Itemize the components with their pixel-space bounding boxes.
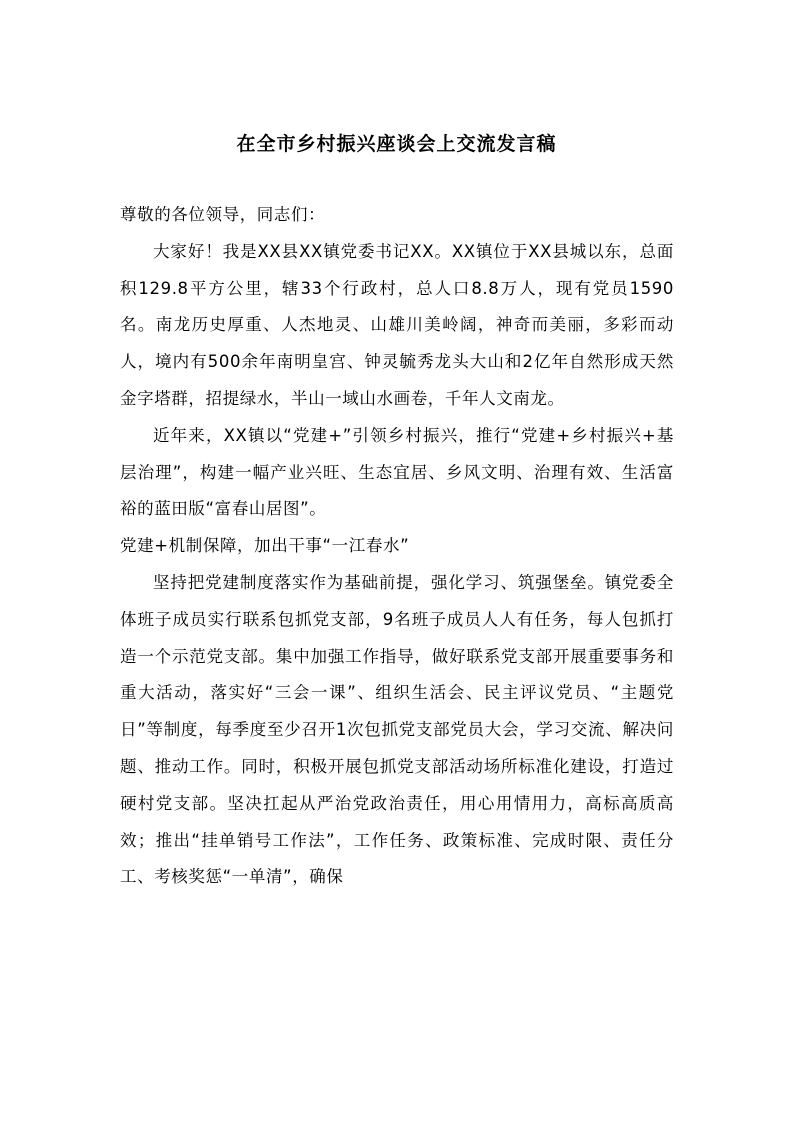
document-body: [120, 197, 674, 896]
section-heading: 党建+机制保障，加出干事“一江春水”: [120, 536, 410, 556]
paragraph-overview: 近年来，XX镇以“党建+”引领乡村振兴，推行“党建+乡村振兴+基层治理”，构建一幅产业兴旺、生态宜居、乡风文明、治理有效、生活富裕的蓝田版“富春山居图”。: [120, 425, 674, 519]
paragraph-intro: 大家好！我是XX县XX镇党委书记XX。XX镇位于XX县城以东，总面积129.8平方公里，辖33个行政村，总人口8.8万人，现有党员1590名。南龙历史厚重、人杰地灵、山雄川美岭阔，神奇而美丽，多彩而动人，境内有500余年南明皇宫、钟灵毓秀龙头大山和2亿年自然形成天然金字塔群，招提绿水，半山一域山水画卷，千年人文南龙。: [120, 241, 674, 408]
salutation: 尊敬的各位领导，同志们：: [120, 205, 326, 224]
paragraph-section-body: 坚持把党建制度落实作为基础前提，强化学习、筑强堡垒。镇党委全体班子成员实行联系包抓党支部，9名班子成员人人有任务，每人包抓打造一个示范党支部。集中加强工作指导，做好联系党支部开展重要事务和重大活动，落实好“三会一课”、组织生活会、民主评议党员、“主题党日”等制度，每季度至少召开1次包抓党支部党员大会，学习交流、解决问题、推动工作。同时，积极开展包抓党支部活动场所标准化建设，打造过硬村党支部。坚决扛起从严治党政治责任，用心用情用力，高标高质高效；推出“挂单销号工作法”，工作任务、政策标准、完成时限、责任分工、考核奖惩“一单清”，确保: [120, 572, 674, 887]
document-title: 在全市乡村振兴座谈会上交流发言稿: [236, 133, 557, 155]
